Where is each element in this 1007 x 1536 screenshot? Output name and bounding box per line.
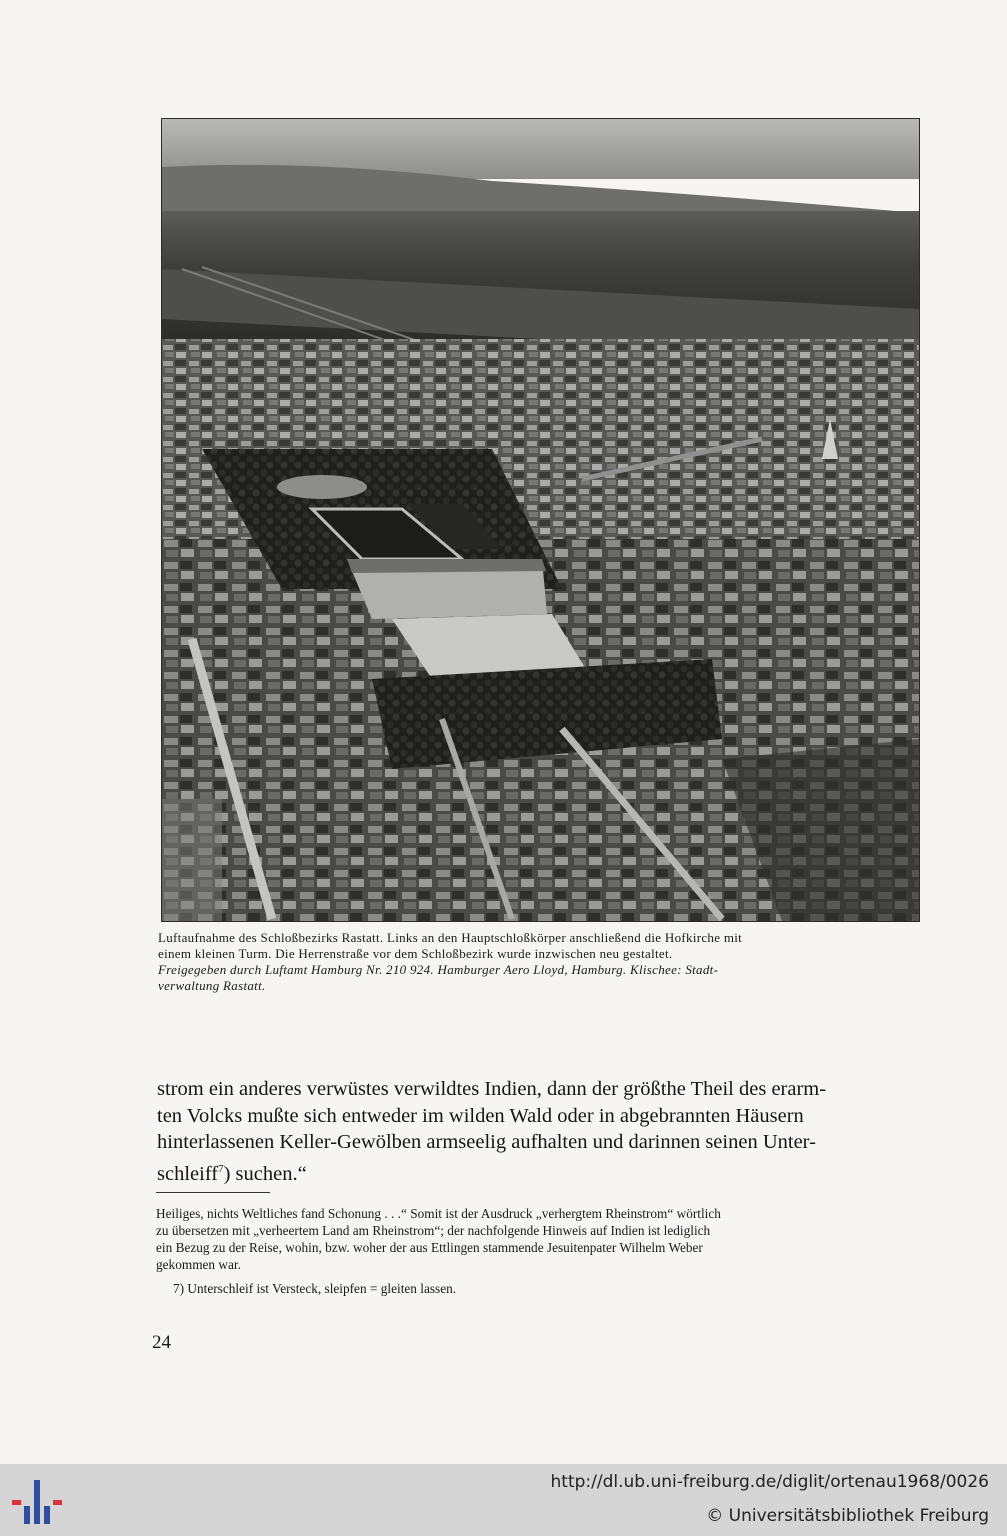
aerial-photo-illustration: [162, 119, 919, 921]
body-text: [157, 1076, 917, 1188]
caption-credit-line: Freigegeben durch Luftamt Hamburg Nr. 210 924. Hamburger Aero Lloyd, Hamburg. Klischee: Stadt-: [158, 962, 719, 977]
body-line: hinterlassenen Keller-Gewölben armseelig aufhalten und darinnen seinen Unter-: [157, 1131, 816, 1154]
body-line: [157, 1156, 917, 1188]
page-number: 24: [152, 1332, 171, 1353]
body-line: ten Volcks mußte sich entweder im wilden Wald oder in abgebrannten Häusern: [157, 1104, 804, 1127]
caption-credit-line: verwaltung Rastatt.: [158, 978, 266, 993]
ub-freiburg-logo-icon[interactable]: [12, 1476, 64, 1528]
footnotes: [156, 1205, 916, 1297]
footnote-line: zu übersetzen mit „verheertem Land am Rheinstrom“; der nachfolgende Hinweis auf Indien ist lediglich: [156, 1223, 711, 1238]
caption-line: einem kleinen Turm. Die Herrenstraße vor dem Schloßbezirk wurde inzwischen neu gestaltet.: [158, 946, 673, 961]
footnote-marker: 7: [218, 1163, 224, 1176]
body-text-fragment: ) suchen.“: [223, 1162, 307, 1185]
library-footer-bar: [0, 1464, 1007, 1536]
photo-caption: [158, 930, 918, 994]
footnote-divider: [156, 1192, 270, 1193]
caption-line: Luftaufnahme des Schloßbezirks Rastatt. Links an den Hauptschloßkörper anschließend die Hofkirche mit: [158, 930, 743, 945]
aerial-photograph: [161, 118, 920, 922]
body-text-fragment: schleiff: [157, 1162, 219, 1185]
copyright-notice: © Universitätsbibliothek Freiburg: [706, 1506, 989, 1526]
footnote-7: 7) Unterschleif ist Versteck, sleipfen = gleiten lassen.: [173, 1281, 457, 1296]
permalink-url[interactable]: http://dl.ub.uni-freiburg.de/diglit/ortenau1968/0026: [550, 1472, 989, 1492]
body-line: strom ein anderes verwüstes verwildtes Indien, dann der größthe Theil des erarm-: [157, 1078, 827, 1100]
footnote-line: gekommen war.: [156, 1257, 241, 1272]
footnote-line: Heiliges, nichts Weltliches fand Schonung . . .“ Somit ist der Ausdruck „verhergtem Rheinstrom“ wörtlich: [156, 1206, 721, 1221]
footnote-line: ein Bezug zu der Reise, wohin, bzw. woher der aus Ettlingen stammende Jesuitenpater Wilhelm Weber: [156, 1240, 703, 1255]
